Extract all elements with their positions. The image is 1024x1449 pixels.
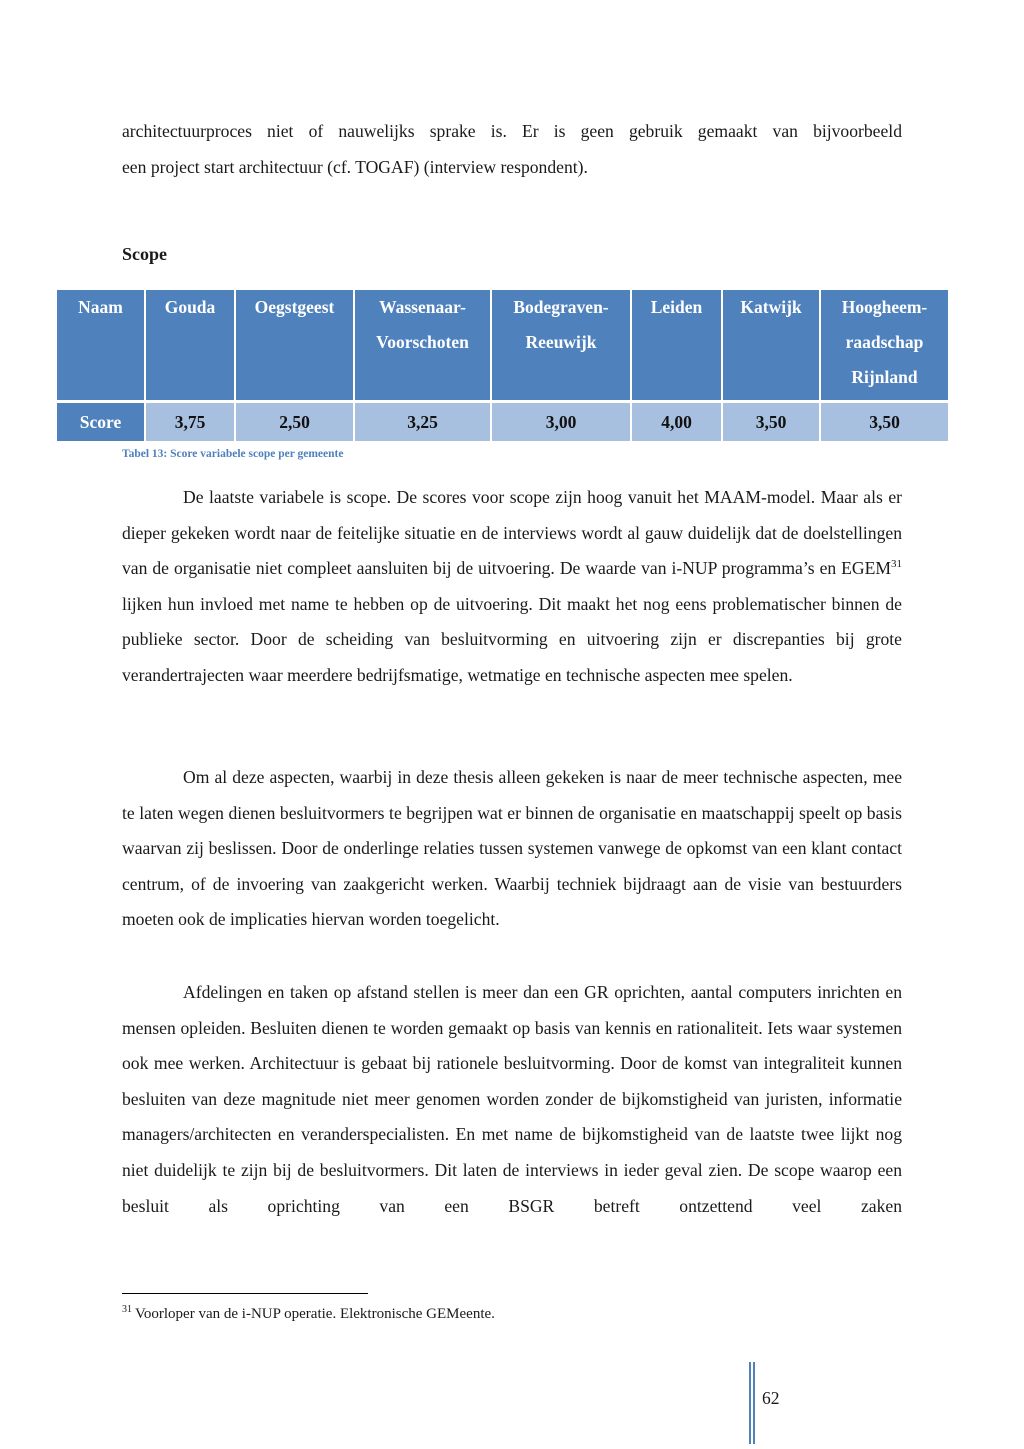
table-caption: Tabel 13: Score variabele scope per gemeente xyxy=(122,448,344,460)
header-wassenaar-voorschoten: Wassenaar-Voorschoten xyxy=(354,290,491,400)
footnote-text: Voorloper van de i-NUP operatie. Elektronische GEMeente. xyxy=(135,1306,495,1322)
section-heading: Scope xyxy=(122,244,167,264)
body-paragraph-3: Afdelingen en taken op afstand stellen is meer dan een GR oprichten, aantal computers inrichten en mensen opleiden. Besluiten dienen te worden gemaakt op basis van kennis en rationaliteit. Iets waar systemen ook mee werken. Architectuur is gebaat bij rationele besluitvorming. Door de komst van integraliteit kunnen besluiten van deze magnitude niet meer genomen worden zonder de bijkomstigheid van juristen, informatie managers/architecten en veranderspecialisten. En met name de bijkomstigheid van de laatste twee lijkt nog niet duidelijk te zijn bij de besluitvormers. Dit laten de interviews in ieder geval zien. De scope waarop een besluit als oprichting van een BSGR betreft ontzettend veel zaken xyxy=(122,982,902,1216)
footnote xyxy=(122,1306,495,1323)
header-naam: Naam xyxy=(57,290,145,400)
intro-line-1: architectuurproces niet of nauwelijks sprake is. Er is geen gebruik gemaakt van bijvoorbeeld xyxy=(122,121,902,141)
score-katwijk: 3,50 xyxy=(722,403,820,441)
body-paragraph-2: Om al deze aspecten, waarbij in deze thesis alleen gekeken is naar de meer technische aspecten, mee te laten wegen dienen besluitvormers te begrijpen wat er binnen de organisatie en maatschappij speelt op basis waarvan zij beslissen. Door de onderlinge relaties tussen systemen vanwege de opkomst van een klant contact centrum, of de invoering van zaakgericht werken. Waarbij techniek bijdraagt aan de visie van bestuurders moeten ook de implicaties hiervan worden toegelicht. xyxy=(122,767,902,930)
scope-table xyxy=(57,290,948,441)
paragraph-1-text-a: De laatste variabele is scope. De scores voor scope zijn hoog vanuit het MAAM-model. Maar als er dieper gekeken wordt naar de feitelijke situatie en de interviews wordt al gauw duidelijk dat de doelstellingen van de organisatie niet compleet aansluiten bij de uitvoering. De waarde van i-NUP programma’s en EGEM xyxy=(122,487,902,579)
header-leiden: Leiden xyxy=(631,290,722,400)
score-wassenaar-voorschoten: 3,25 xyxy=(354,403,491,441)
footnote-rule xyxy=(122,1293,368,1294)
score-gouda: 3,75 xyxy=(145,403,235,441)
header-bodegraven-reeuwijk: Bodegraven-Reeuwijk xyxy=(491,290,631,400)
page-number: 62 xyxy=(762,1388,780,1408)
score-leiden: 4,00 xyxy=(631,403,722,441)
header-oegstgeest: Oegstgeest xyxy=(235,290,354,400)
body-paragraph-1 xyxy=(122,480,902,694)
intro-line-2: een project start architectuur (cf. TOGAF) (interview respondent). xyxy=(122,157,588,177)
header-hoogheemraadschap-rijnland: Hoogheem-raadschap Rijnland xyxy=(820,290,948,400)
score-bodegraven-reeuwijk: 3,00 xyxy=(491,403,631,441)
paragraph-1-text-b: lijken hun invloed met name te hebben op de uitvoering. Dit maakt het nog eens problematischer binnen de publieke sector. Door de scheiding van besluitvorming en uitvoering zijn er discrepanties bij grote verandertrajecten waar meerdere bedrijfsmatige, wetmatige en technische aspecten mee spelen. xyxy=(122,593,902,685)
footnote-number: 31 xyxy=(122,1304,132,1315)
table-score-row xyxy=(57,403,948,441)
page-number-bar-inner xyxy=(753,1362,755,1444)
page-number-bar xyxy=(749,1362,751,1444)
score-oegstgeest: 2,50 xyxy=(235,403,354,441)
table-header-row xyxy=(57,290,948,400)
header-gouda: Gouda xyxy=(145,290,235,400)
header-katwijk: Katwijk xyxy=(722,290,820,400)
score-hoogheemraadschap-rijnland: 3,50 xyxy=(820,403,948,441)
footnote-reference: 31 xyxy=(891,558,902,571)
score-label: Score xyxy=(57,403,145,441)
